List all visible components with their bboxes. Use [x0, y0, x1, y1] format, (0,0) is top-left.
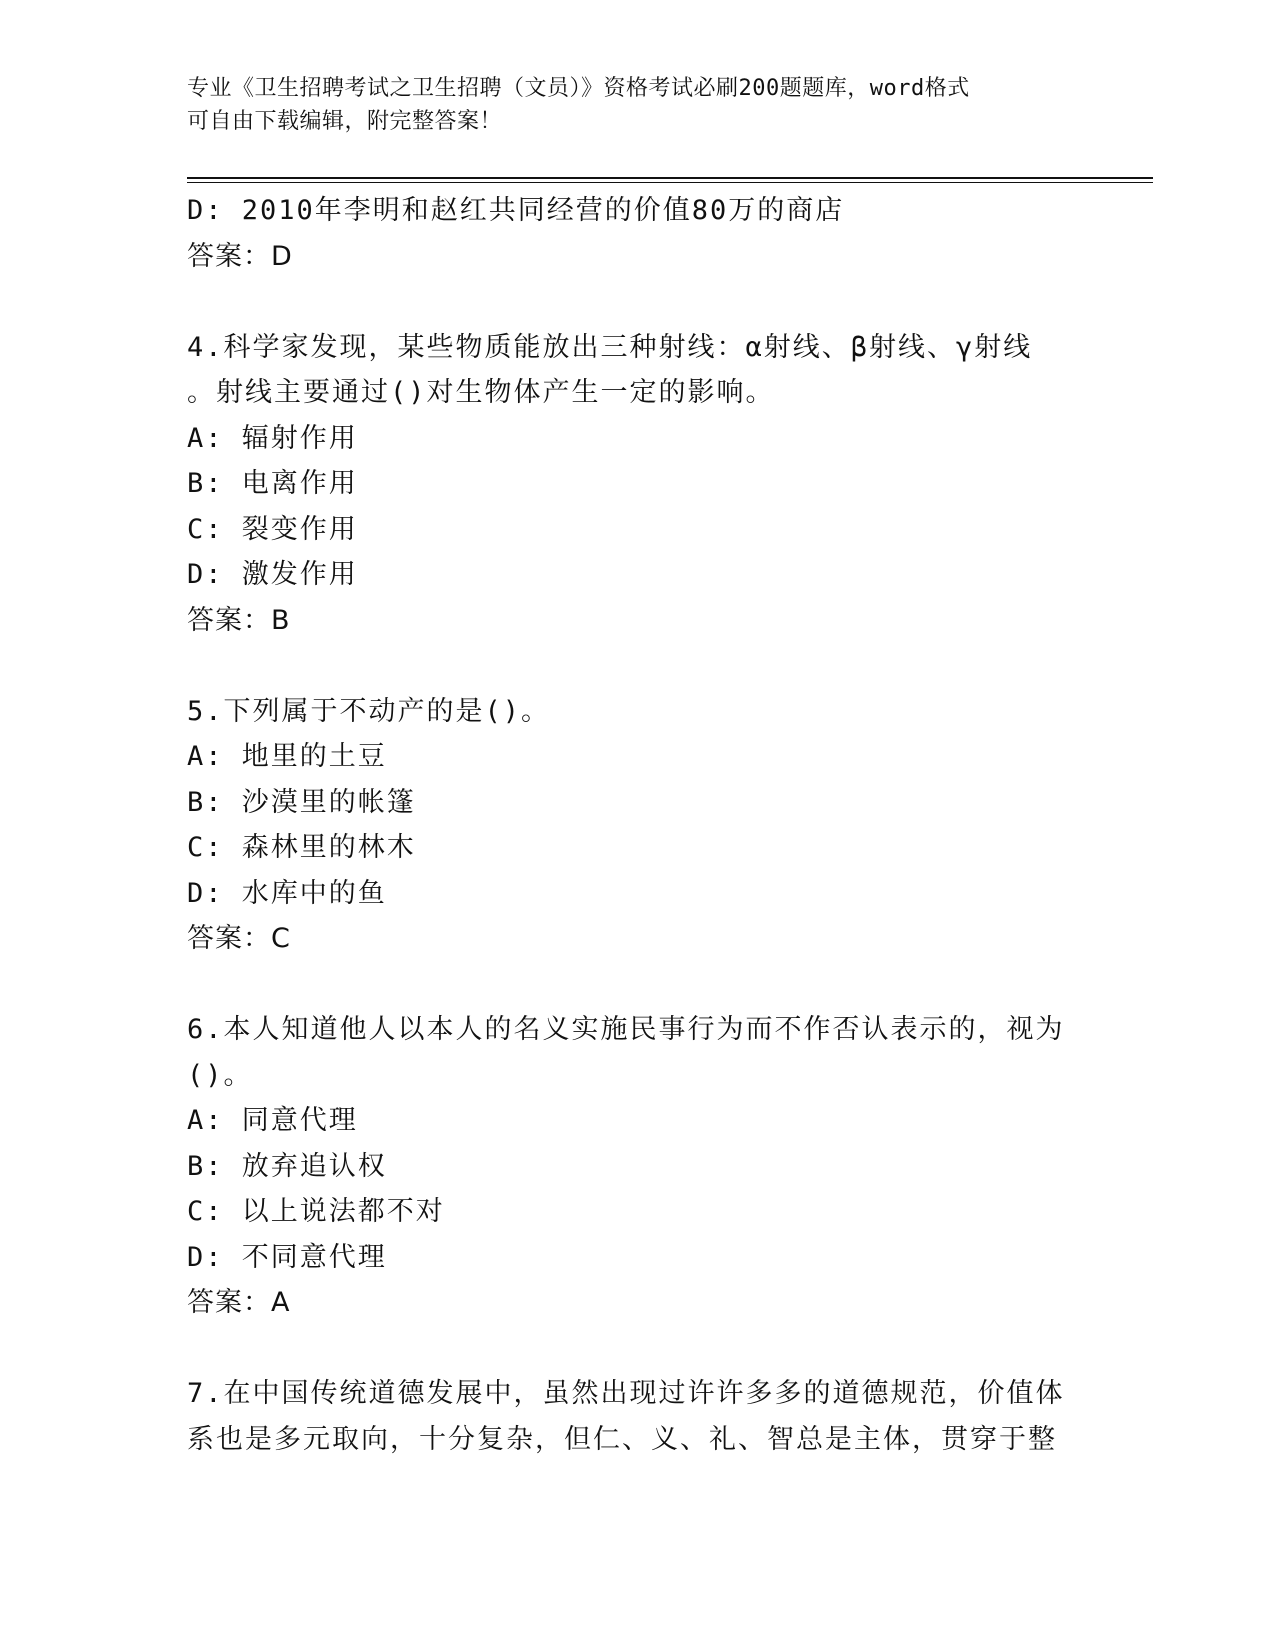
question-stem: 7.在中国传统道德发展中，虽然出现过许许多多的道德规范，价值体: [187, 1378, 1065, 1409]
question-stem-continued: 系也是多元取向，十分复杂，但仁、义、礼、智总是主体，贯穿于整: [187, 1423, 1057, 1455]
answer-label: 答案：B: [187, 604, 291, 636]
question-3-tail: [187, 188, 1087, 279]
header-divider-thin: [187, 182, 1153, 183]
question-6: [187, 1007, 1087, 1326]
header-divider-thick: [187, 177, 1153, 179]
question-4: [187, 325, 1087, 644]
question-stem: 5.下列属于不动产的是()。: [187, 695, 551, 727]
document-header: [187, 72, 1087, 138]
question-stem: 6.本人知道他人以本人的名义实施民事行为而不作否认表示的，视为: [187, 1014, 1065, 1045]
header-title-line-1: 专业《卫生招聘考试之卫生招聘（文员）》资格考试必刷200题题库，word格式: [187, 76, 970, 101]
spacer: [187, 643, 1087, 689]
question-5: [187, 689, 1087, 962]
spacer: [187, 1326, 1087, 1372]
answer-label: 答案：A: [187, 1287, 291, 1318]
option-d: D: 不同意代理: [187, 1241, 387, 1273]
answer-label: 答案：C: [187, 923, 291, 954]
question-stem-continued: 。射线主要通过()对生物体产生一定的影响。: [187, 377, 775, 408]
question-list: [187, 188, 1087, 1462]
question-stem-continued: ()。: [187, 1059, 253, 1091]
option-d: D: 水库中的鱼: [187, 877, 387, 909]
answer-label: 答案：D: [187, 240, 293, 272]
spacer: [187, 962, 1087, 1008]
option-d: D: 2010年李明和赵红共同经营的价值80万的商店: [187, 195, 845, 226]
option-c: C: 森林里的林木: [187, 832, 416, 863]
option-a: A: 辐射作用: [187, 422, 358, 454]
option-c: C: 裂变作用: [187, 513, 358, 545]
option-a: A: 同意代理: [187, 1105, 358, 1136]
option-a: A: 地里的土豆: [187, 741, 387, 772]
spacer: [187, 279, 1087, 325]
option-b: B: 沙漠里的帐篷: [187, 786, 416, 818]
question-stem: 4.科学家发现，某些物质能放出三种射线：α射线、β射线、γ射线: [187, 331, 1033, 363]
option-d: D: 激发作用: [187, 559, 358, 590]
header-title-line-2: 可自由下载编辑，附完整答案！: [187, 109, 503, 134]
option-b: B: 电离作用: [187, 468, 358, 499]
question-7: [187, 1371, 1087, 1462]
option-b: B: 放弃追认权: [187, 1150, 387, 1182]
option-c: C: 以上说法都不对: [187, 1196, 445, 1227]
